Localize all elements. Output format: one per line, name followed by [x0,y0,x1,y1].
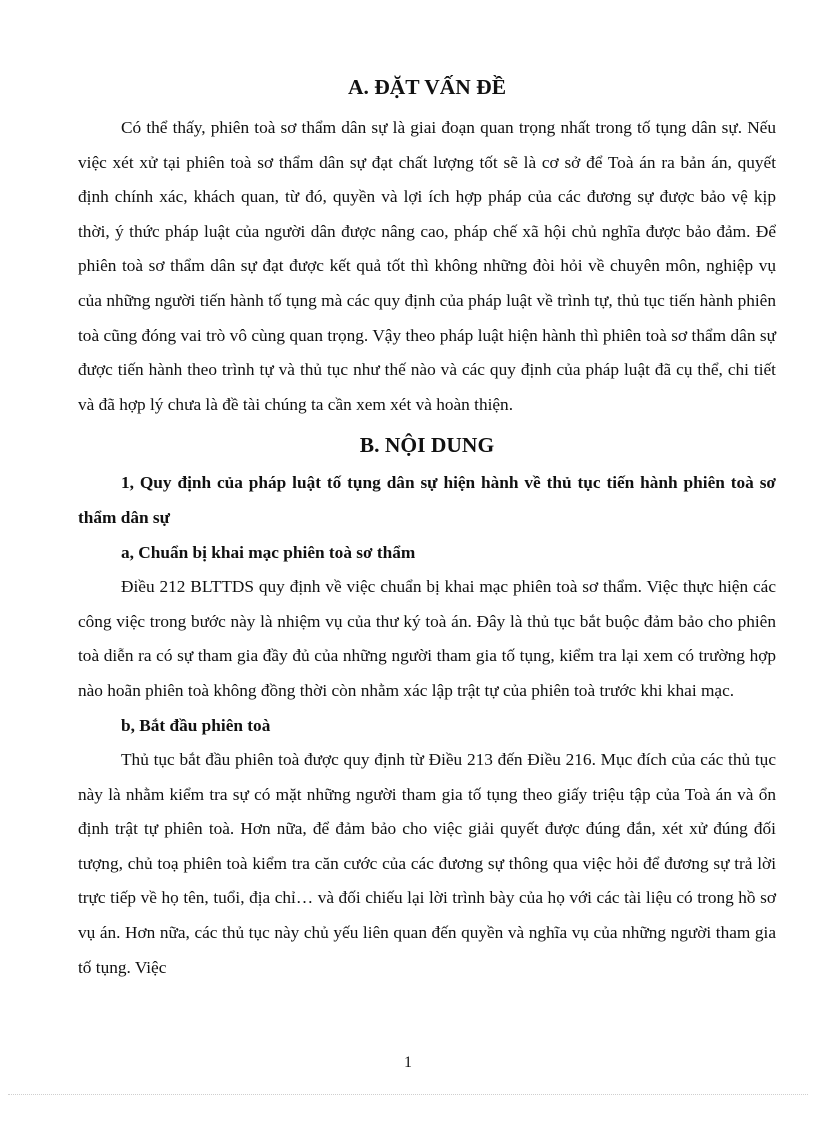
heading-1: 1, Quy định của pháp luật tố tụng dân sự hiện hành về thủ tục tiến hành phiên toà sơ thẩm dân sự [78,473,776,527]
sub-a-title: a, Chuẩn bị khai mạc phiên toà sơ thẩm [121,542,416,562]
section-b-title: B. NỘI DUNG [359,433,495,458]
section-a-title: A. ĐẶT VẤN ĐỀ [347,75,507,99]
page-number: 1 [404,1054,412,1071]
sub-b-title: b, Bắt đầu phiên toà [121,715,271,735]
page-bottom-divider [8,1094,808,1095]
sub-b-paragraph: Thủ tục bắt đầu phiên toà được quy định từ Điều 213 đến Điều 216. Mục đích của các thủ tục này là nhằm kiểm tra sự có mặt những người tham gia tố tụng theo giấy triệu tập của Toà án và ổn định trật tự phiên toà. Hơn nữa, để đảm bảo cho việc giải quyết được đúng đắn, xét xử đúng đối tượng, chủ toạ phiên toà kiểm tra căn cước của các đương sự thông qua việc hỏi để đương sự trả lời trực tiếp về họ tên, tuổi, địa chỉ… và đối chiếu lại lời trình bày của họ với các tài liệu có trong hồ sơ vụ án. Hơn nữa, các thủ tục này chủ yếu liên quan đến quyền và nghĩa vụ của những người tham gia tố tụng. Việc [78,750,776,977]
section-a-paragraph: Có thể thấy, phiên toà sơ thẩm dân sự là giai đoạn quan trọng nhất trong tố tụng dân sự. Nếu việc xét xử tại phiên toà sơ thẩm dân sự đạt chất lượng tốt sẽ là cơ sở để Toà án ra bản án, quyết định chính xác, khách quan, từ đó, quyền và lợi ích hợp pháp của các đương sự được bảo vệ kịp thời, ý thức pháp luật của người dân được nâng cao, pháp chế xã hội chủ nghĩa được bảo đảm. Để phiên toà sơ thẩm dân sự đạt được kết quả tốt thì không những đòi hỏi về chuyên môn, nghiệp vụ của những người tiến hành tố tụng mà các quy định của pháp luật về trình tự, thủ tục tiến hành phiên toà cũng đóng vai trò vô cùng quan trọng. Vậy theo pháp luật hiện hành thì phiên toà sơ thẩm dân sự được tiến hành theo trình tự và thủ tục như thế nào và các quy định của pháp luật đã cụ thể, chi tiết và đã hợp lý chưa là đề tài chúng ta cần xem xét và hoàn thiện. [78,118,776,414]
sub-a-paragraph: Điều 212 BLTTDS quy định về việc chuẩn bị khai mạc phiên toà sơ thẩm. Việc thực hiện các công việc trong bước này là nhiệm vụ của thư ký toà án. Đây là thủ tục bắt buộc đảm bảo cho phiên toà diễn ra có sự tham gia đầy đủ của những người tham gia tố tụng, kiểm tra lại xem có trường hợp nào hoãn phiên toà không đồng thời còn nhằm xác lập trật tự của phiên toà trước khi khai mạc. [78,577,776,700]
document-page [78,70,776,985]
